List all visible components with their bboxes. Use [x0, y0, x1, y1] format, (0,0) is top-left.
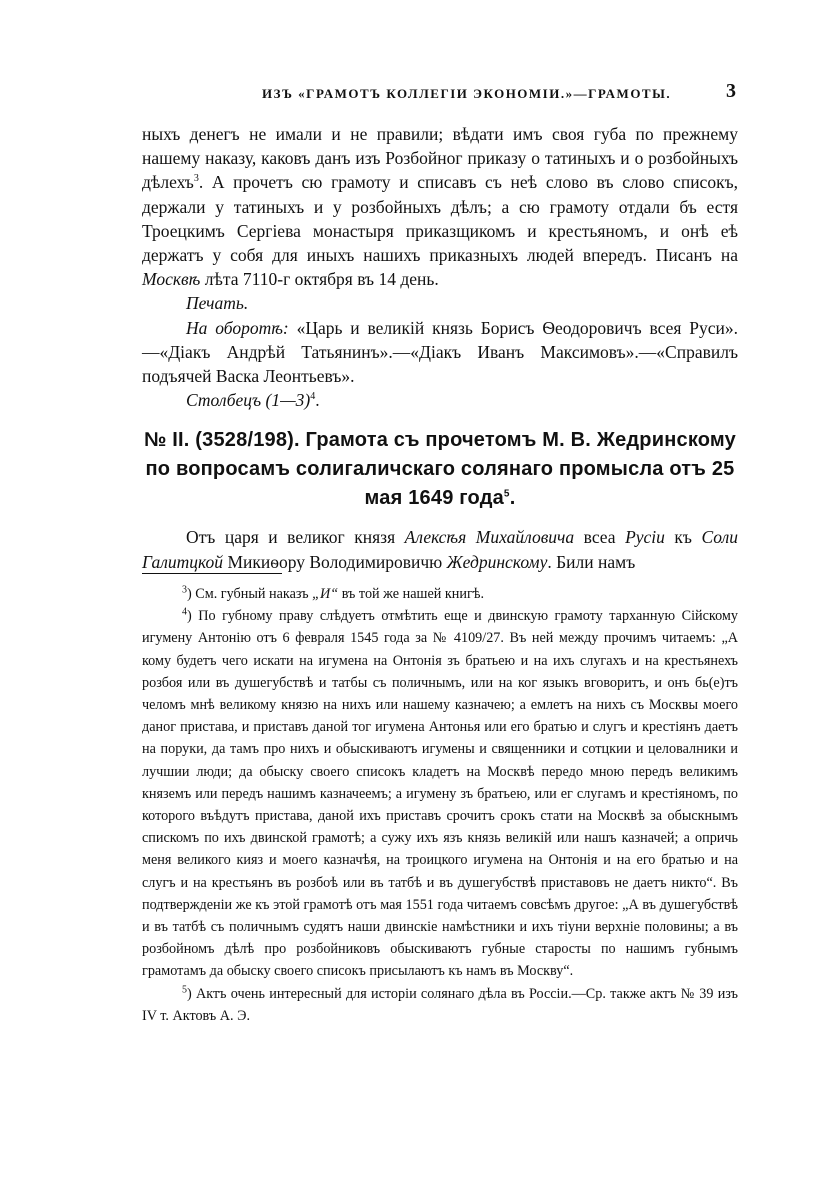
- paragraph-text: Отъ царя и великог князя: [186, 527, 405, 548]
- footnote-mark: 4: [182, 606, 187, 618]
- footnote-text: ) См. губный наказъ: [187, 586, 313, 602]
- seal-label: Печать.: [186, 293, 249, 314]
- footnote-3: [142, 583, 738, 605]
- heading-end: .: [509, 487, 516, 510]
- footnote-4: [142, 605, 738, 982]
- reverse-text: «Царь и великій князь Борисъ Ѳеодоровичъ всея Руси».—«Діакъ Андрѣй Татьянинъ».—«Діакъ Иванъ Максимовъ».—«Справилъ подъячей Васка Леонтьевъ».: [142, 317, 738, 387]
- footnote-ref-5[interactable]: 5: [503, 488, 510, 500]
- seal-line: [142, 291, 738, 315]
- paragraph-text: . Били намъ: [547, 551, 636, 572]
- columns-label: Столбецъ (1—3): [186, 390, 311, 411]
- paragraph-text: Микиѳору Володимировичю: [223, 551, 447, 572]
- document-heading: [142, 426, 738, 513]
- place-name: Москвѣ: [142, 269, 201, 290]
- paragraph-text: къ: [664, 527, 702, 548]
- footnote-ref-3[interactable]: 3: [193, 173, 199, 185]
- reverse-inscription: [142, 316, 738, 389]
- paragraph-text: . А прочетъ сю грамоту и списавъ съ неѣ слово въ слово списокъ, держали у татиныхъ и у розбойныхъ дѣлъ; а сю грамоту отдали бъ естя Троецкимъ Сергіева монастыря приказщикомъ и крестьяномъ, и онѣ еѣ держатъ у собя для иныхъ нашихъ приказныхъ людей впередъ. Писанъ на: [142, 172, 738, 266]
- paragraph-grant-opening: [142, 525, 738, 573]
- page-number: 3: [726, 80, 736, 102]
- footnote-quote: „И“: [312, 586, 339, 602]
- footnote-text: ) Актъ очень интересный для исторіи солянаго дѣла въ Россіи.—Ср. также актъ № 39 изъ IV т. Актовъ А. Э.: [142, 985, 738, 1024]
- footnotes: [142, 583, 738, 1027]
- tsar-name: Алексѣя Михайловича: [404, 527, 575, 548]
- paragraph-text: ныхъ денегъ не имали и не правили; вѣдати имъ своя губа по прежнему нашему наказу, каковъ данъ изъ Розбойног приказу о татиныхъ и о розбойныхъ дѣлехъ: [142, 124, 738, 193]
- footnote-text: ) По губному праву слѣдуетъ отмѣтить еще и двинскую грамоту тарханную Сійскому игумену Антонію отъ 6 февраля 1545 года за № 4109/27. Въ ней между прочимъ читаемъ: „А кому будетъ чего искати на игумена на Онтонія зъ братьею и на ихъ слугахъ и на крестьянехъ розбоя или въ душегубствѣ и татбы съ поличнымъ, или на ког языкъ вговоритъ, и онъ бь(е)тъ челомъ мнѣ великому князю на нихъ или нашему казначею; а емлетъ на нихъ съ Москвы моего даног пристава, и приставъ даной тог игумена Антонья или его братью и слугъ и крестіянъ даетъ на поруки, да тамъ про нихъ и обыскиваютъ игумены и священники и сотцкии и целовалники и лучшии люди; да обыску своего списокъ кладетъ на Москвѣ передо мною передъ великимъ княземъ или передъ нашимъ казначеемъ; а игумену зъ братьею, или ег слугамъ и крестіяномъ, по которого въѣдутъ пристава, даной ихъ приставъ срочитъ срокъ стати на Москвѣ за обыскнымъ спискомъ по ихъ двинской грамотѣ; а сужу ихъ язъ князь великій или нашъ казначей; а опричь меня великого кияз и моего казначѣя, на троицкого игумена на Онтонія и на его братью и на слугъ и на крестьянъ въ розбоѣ или въ татбѣ и въ душегубствѣ приставовъ не даетъ никто“. Въ подтвержденіи же къ этой грамотѣ отъ мая 1551 года читаемъ совсѣмъ другое: „А въ душегубствѣ и въ татбѣ съ поличнымъ судятъ наши двинскіе намѣстники и ихъ тіуни верхніе половины; а въ розбойномъ дѣлѣ про розбойниковъ обыскиваютъ губные старосты по нашимъ губнымъ грамотамъ да обыску своего списокъ присылаютъ къ намъ въ Москву“.: [142, 608, 738, 980]
- paragraph-text: всеа: [574, 527, 626, 548]
- paragraph-text: лѣта 7110-г октября въ 14 день.: [200, 269, 439, 290]
- running-head: ИЗЪ «ГРАМОТЪ КОЛЛЕГІИ ЭКОНОМІИ.»—ГРАМОТЫ.: [262, 86, 672, 101]
- footnote-mark: 3: [182, 584, 187, 596]
- place-name: Соли Галитцкой: [142, 527, 738, 572]
- place-name: Русіи: [625, 527, 665, 548]
- footnote-5: [142, 983, 738, 1027]
- main-text: [142, 122, 738, 574]
- footnote-ref-4[interactable]: 4: [310, 391, 316, 403]
- footnote-text: въ той же нашей книгѣ.: [338, 586, 485, 602]
- person-name: Жедринскому: [446, 551, 548, 572]
- reverse-label: На оборотѣ:: [186, 317, 289, 338]
- paragraph-grant-continuation: [142, 122, 738, 291]
- columns-line: [142, 388, 738, 412]
- footnote-divider: [142, 573, 282, 574]
- columns-end: .: [315, 390, 320, 411]
- footnote-mark: 5: [182, 983, 187, 995]
- heading-text: № II. (3528/198). Грамота съ прочетомъ М. В. Жедринскому по вопросамъ солигаличскаго солянаго промысла отъ 25 мая 1649 года: [144, 429, 736, 510]
